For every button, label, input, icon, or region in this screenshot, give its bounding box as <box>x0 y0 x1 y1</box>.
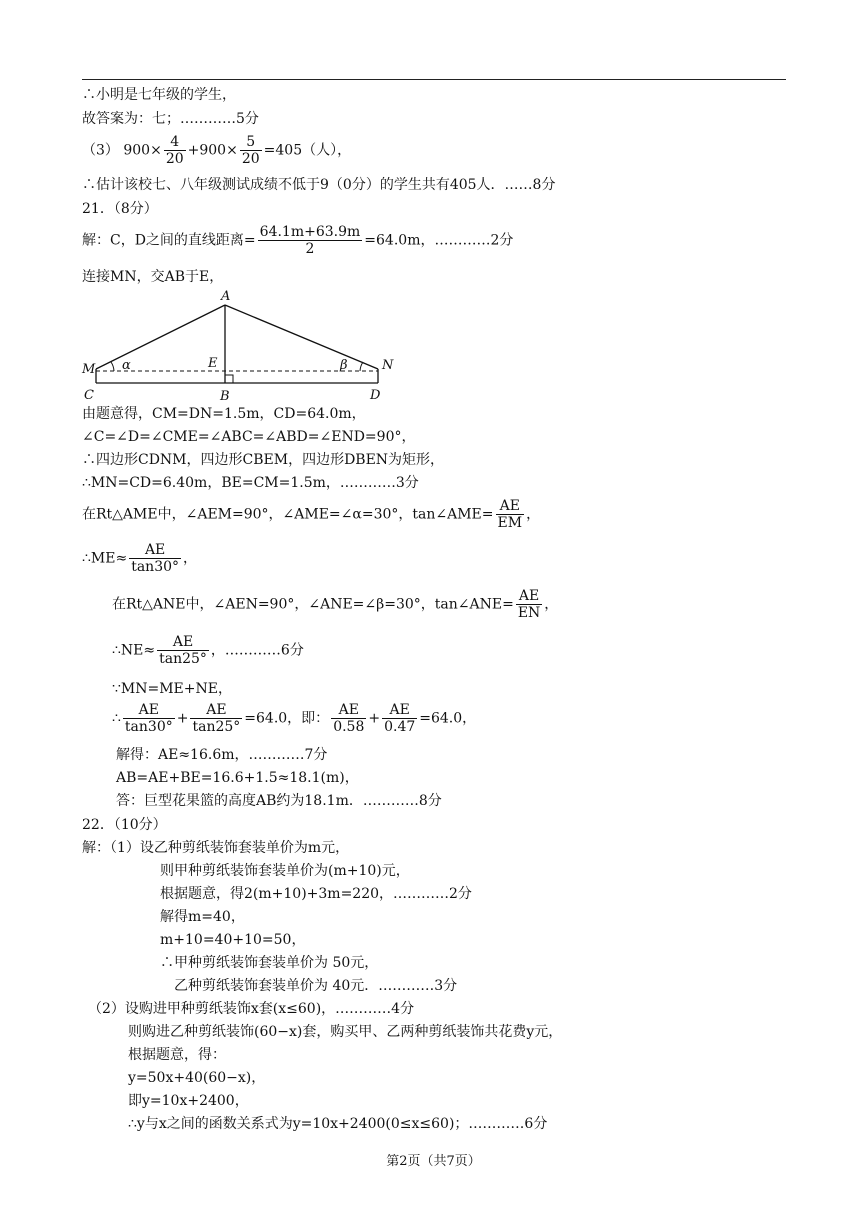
denominator: EM <box>497 515 523 531</box>
numerator: 64.1m+63.9m <box>259 224 361 240</box>
formula-line <box>112 588 558 621</box>
fraction <box>164 134 186 167</box>
text-segment: +900× <box>187 142 238 159</box>
text-segment: =405（人）， <box>263 142 352 159</box>
denominator: EN <box>517 605 541 621</box>
text-segment: 在Rt△AME中，∠AEM=90°，∠AME=∠α=30°，tan∠AME= <box>82 506 494 523</box>
text-line: y=50x+40(60−x)， <box>128 1070 266 1086</box>
text-segment: 在Rt△ANE中，∠AEN=90°，∠ANE=∠β=30°，tan∠ANE= <box>112 596 514 613</box>
text-line: ∴小明是七年级的学生， <box>82 87 236 103</box>
numerator: 5 <box>240 134 262 151</box>
text-line: 解：（1）设乙种剪纸装饰套装单价为m元， <box>82 840 350 856</box>
formula-line <box>82 542 197 575</box>
text-line: ∴y与x之间的函数关系式为y=10x+2400(0≤x≤60)；…………6分 <box>128 1116 548 1132</box>
text-line: ∴四边形CDNM，四边形CBEM，四边形DBEN为矩形， <box>82 452 445 468</box>
text-line: AB=AE+BE=16.6+1.5≈18.1(m)， <box>116 770 359 786</box>
numerator: AE <box>331 702 366 719</box>
text-line: 根据题意，得： <box>128 1047 226 1063</box>
text-segment: ， <box>544 596 559 613</box>
text-line: ∴估计该校七、八年级测试成绩不低于9（0分）的学生共有405人．……8分 <box>82 177 556 193</box>
line-AN <box>225 305 378 369</box>
numerator: AE <box>157 634 209 651</box>
fraction <box>157 634 209 667</box>
question-heading: 21．（8分） <box>82 201 158 217</box>
denominator: tan25° <box>159 651 207 667</box>
fraction <box>129 542 181 575</box>
text-line: ∴甲种剪纸装饰套装单价为 50元， <box>160 955 379 971</box>
label-beta: β <box>340 358 348 373</box>
text-segment: （3） 900× <box>82 142 162 159</box>
text-line: ∴MN=CD=6.40m，BE=CM=1.5m，…………3分 <box>82 475 419 491</box>
angle-beta-arc <box>360 362 363 371</box>
label-C: C <box>84 388 94 403</box>
geometry-figure <box>80 285 400 405</box>
numerator: AE <box>123 702 175 719</box>
label-M: M <box>82 362 96 377</box>
text-segment: + <box>176 710 189 727</box>
denominator: 20 <box>241 151 260 167</box>
text-line: m+10=40+10=50， <box>160 932 306 948</box>
question-heading: 22．（10分） <box>82 817 167 833</box>
text-line: 解得m=40， <box>160 909 245 925</box>
text-segment: + <box>368 710 381 727</box>
text-segment: 解：C，D之间的直线距离= <box>82 232 256 249</box>
text-segment: ， <box>526 506 541 523</box>
label-D: D <box>370 388 381 403</box>
numerator: AE <box>516 588 542 605</box>
angle-alpha-arc <box>111 362 114 371</box>
fraction <box>240 134 262 167</box>
text-line: 答：巨型花果篮的高度AB约为18.1m．…………8分 <box>116 793 442 809</box>
label-B: B <box>220 389 230 404</box>
denominator: 2 <box>305 241 315 257</box>
text-segment: =64.0，即： <box>244 710 330 727</box>
fraction <box>123 702 175 735</box>
label-alpha: α <box>122 358 131 373</box>
text-segment: ∴ <box>112 710 121 727</box>
label-A: A <box>221 289 231 304</box>
text-line: 即y=10x+2400， <box>128 1093 249 1109</box>
fraction <box>258 224 363 257</box>
text-line: 由题意得，CM=DN=1.5m，CD=64.0m， <box>82 406 366 422</box>
text-line: 解得：AE≈16.6m，…………7分 <box>116 747 328 763</box>
text-segment: =64.0， <box>419 710 477 727</box>
fraction <box>516 588 542 621</box>
text-line: 则甲种剪纸装饰套装单价为(m+10)元， <box>160 863 410 879</box>
denominator: 0.58 <box>333 719 365 735</box>
header-rule <box>82 79 786 80</box>
formula-line <box>82 224 513 257</box>
formula-line <box>82 134 351 167</box>
text-segment: ， <box>183 550 198 567</box>
fraction <box>382 702 417 735</box>
denominator: tan30° <box>124 719 173 735</box>
numerator: AE <box>190 702 242 719</box>
text-segment: =64.0m，…………2分 <box>364 232 514 249</box>
numerator: AE <box>129 542 181 559</box>
text-line: 连接MN，交AB于E， <box>82 269 224 285</box>
numerator: AE <box>382 702 417 719</box>
text-line: 根据题意，得2(m+10)+3m=220，…………2分 <box>160 886 472 902</box>
denominator: 20 <box>165 151 184 167</box>
formula-line <box>112 702 476 735</box>
text-segment: ∴ME≈ <box>82 550 128 567</box>
text-line: 故答案为：七；…………5分 <box>82 111 259 127</box>
text-segment: ∴NE≈ <box>112 642 156 659</box>
denominator: tan25° <box>192 719 241 735</box>
label-E: E <box>208 356 218 371</box>
numerator: 4 <box>164 134 186 151</box>
text-segment: ，…………6分 <box>210 642 304 659</box>
denominator: 0.47 <box>384 719 416 735</box>
right-angle-mark <box>225 375 233 383</box>
text-line: ∵MN=ME+NE， <box>112 681 232 697</box>
formula-line <box>82 498 540 531</box>
fraction <box>190 702 242 735</box>
text-line: ∠C=∠D=∠CME=∠ABC=∠ABD=∠END=90°， <box>82 429 416 445</box>
label-N: N <box>382 358 394 373</box>
fraction <box>496 498 525 531</box>
text-line: 则购进乙种剪纸装饰(60−x)套，购买甲、乙两种剪纸装饰共花费y元， <box>128 1024 563 1040</box>
formula-line <box>112 634 304 667</box>
line-MA <box>96 305 225 369</box>
text-line: （2）设购进甲种剪纸装饰x套(x≤60)，…………4分 <box>88 1001 415 1017</box>
denominator: tan30° <box>131 559 180 575</box>
numerator: AE <box>496 498 525 515</box>
fraction <box>331 702 366 735</box>
page-footer: 第2页（共7页） <box>386 1154 481 1169</box>
text-line: 乙种剪纸装饰套装单价为 40元．…………3分 <box>174 978 458 994</box>
